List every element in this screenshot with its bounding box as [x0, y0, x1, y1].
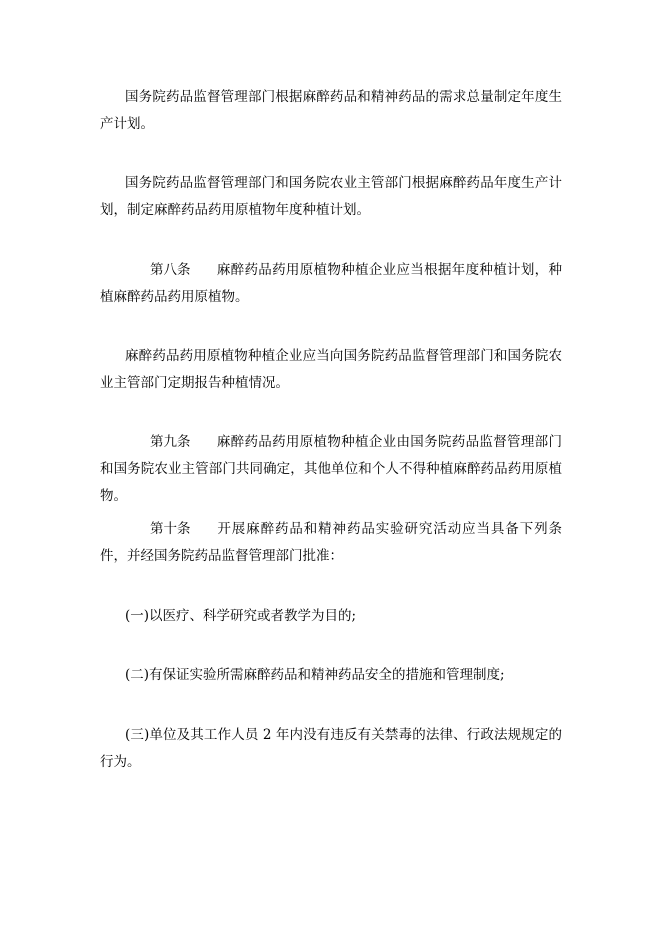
article-number: 第八条 [150, 262, 191, 278]
paragraph-text: 国务院药品监督管理部门根据麻醉药品和精神药品的需求总量制定年度生产计划。 [100, 89, 562, 132]
list-item-condition-2 [100, 662, 562, 689]
list-item-condition-3 [100, 722, 562, 776]
paragraph-text: 麻醉药品药用原植物种植企业应当向国务院药品监督管理部门和国务院农业主管部门定期报告种植情况。 [100, 348, 562, 391]
paragraph-text: 麻醉药品药用原植物种植企业由国务院药品监督管理部门和国务院农业主管部门共同确定，其他单位和个人不得种植麻醉药品药用原植物。 [100, 434, 562, 504]
paragraph-article-9 [100, 429, 562, 510]
paragraph-report-planting [100, 343, 562, 397]
paragraph-planting-plan [100, 170, 562, 224]
article-number: 第十条 [150, 521, 191, 537]
paragraph-text: (三)单位及其工作人员 2 年内没有违反有关禁毒的法律、行政法规规定的行为。 [100, 727, 562, 770]
paragraph-article-8 [100, 257, 562, 311]
paragraph-article-10 [100, 516, 562, 570]
paragraph-text: 开展麻醉药品和精神药品实验研究活动应当具备下列条件，并经国务院药品监督管理部门批准： [100, 521, 562, 564]
list-item-condition-1 [100, 603, 562, 630]
article-number: 第九条 [150, 434, 191, 450]
paragraph-text: (一)以医疗、科学研究或者教学为目的; [125, 608, 357, 624]
paragraph-text: 麻醉药品药用原植物种植企业应当根据年度种植计划，种植麻醉药品药用原植物。 [100, 262, 562, 305]
paragraph-production-plan [100, 84, 562, 138]
paragraph-text: (二)有保证实验所需麻醉药品和精神药品安全的措施和管理制度; [125, 667, 505, 683]
paragraph-text: 国务院药品监督管理部门和国务院农业主管部门根据麻醉药品年度生产计划，制定麻醉药品药用原植物年度种植计划。 [100, 175, 562, 218]
